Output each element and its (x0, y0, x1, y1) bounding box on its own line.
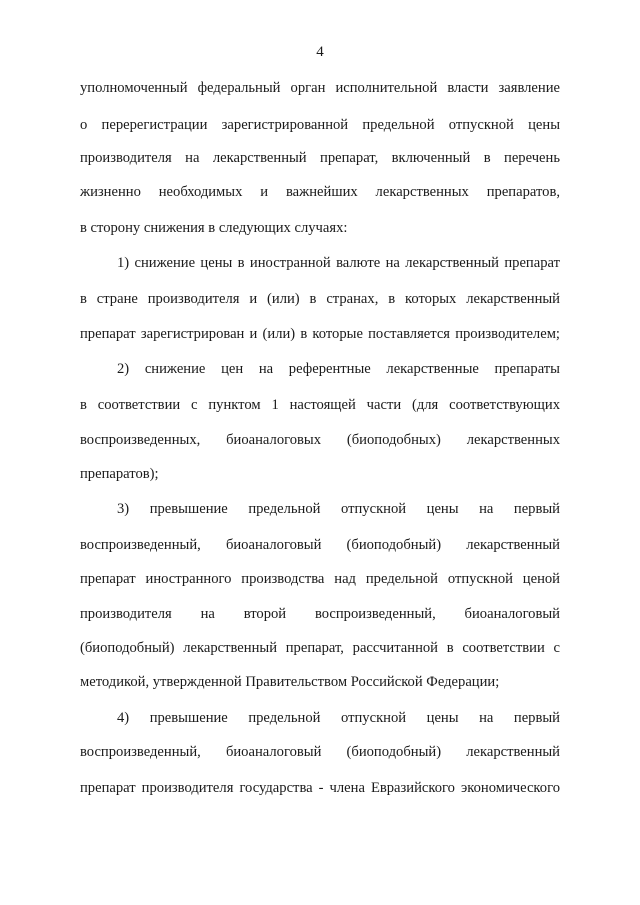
text-line: методикой, утвержденной Правительством Российской Федерации; (80, 674, 500, 690)
text-line: уполномоченный федеральный орган исполнительной власти заявление (80, 80, 560, 96)
text-line: 4) превышение предельной отпускной цены на первый (117, 710, 560, 726)
text-line: 1) снижение цены в иностранной валюте на лекарственный препарат (117, 255, 560, 271)
text-line: препарат производителя государства - члена Евразийского экономического (80, 780, 560, 796)
text-line: воспроизведенных, биоаналоговых (биоподобных) лекарственных (80, 432, 560, 448)
text-line: 3) превышение предельной отпускной цены на первый (117, 501, 560, 517)
text-line: в стране производителя и (или) в странах, в которых лекарственный (80, 291, 560, 307)
page-number: 4 (316, 44, 324, 60)
text-line: о перерегистрации зарегистрированной предельной отпускной цены (80, 117, 560, 133)
text-line: 2) снижение цен на референтные лекарственные препараты (117, 361, 560, 377)
text-line: воспроизведенный, биоаналоговый (биоподобный) лекарственный (80, 744, 560, 760)
text-line: производителя на второй воспроизведенный, биоаналоговый (80, 606, 560, 622)
text-line: в соответствии с пунктом 1 настоящей части (для соответствующих (80, 397, 560, 413)
text-line: в сторону снижения в следующих случаях: (80, 220, 348, 236)
text-line: (биоподобный) лекарственный препарат, рассчитанной в соответствии с (80, 640, 560, 656)
text-line: воспроизведенный, биоаналоговый (биоподобный) лекарственный (80, 537, 560, 553)
text-line: препарат зарегистрирован и (или) в которые поставляется производителем; (80, 326, 560, 342)
text-line: препарат иностранного производства над предельной отпускной ценой (80, 571, 560, 587)
text-line: жизненно необходимых и важнейших лекарственных препаратов, (80, 184, 560, 200)
text-line: препаратов); (80, 466, 159, 482)
text-line: производителя на лекарственный препарат, включенный в перечень (80, 150, 560, 166)
